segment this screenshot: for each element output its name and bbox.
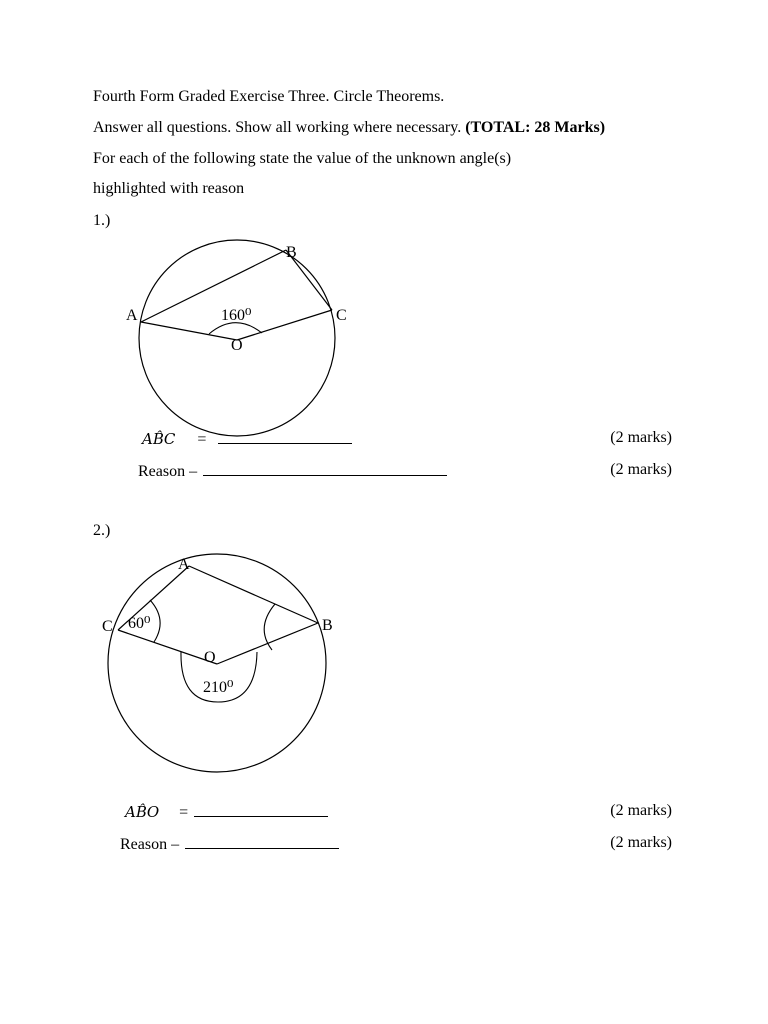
q1-chord-ab [141,250,286,322]
q1-label-o: O [231,337,243,354]
q1-answer-marks: (2 marks) [610,429,672,446]
page-title: Fourth Form Graded Exercise Three. Circle Theorems. [93,88,445,105]
q2-equals: = [179,804,189,821]
q1-label-b: B [286,244,297,261]
q1-equals: = [197,431,207,448]
q2-answer-label: AB̂O [125,803,160,821]
q1-answer-line [142,429,352,449]
prompt-line-1: For each of the following state the value of the unknown angle(s) [93,150,512,167]
q2-reason-line [120,834,339,854]
q1-radius-oa [141,322,237,340]
q2-chord-ab [189,566,318,623]
question-1-number: 1.) [93,212,111,229]
instructions-text: Answer all questions. Show all working where necessary. [93,119,462,136]
q1-answer-blank[interactable] [218,429,352,444]
q1-label-c: C [336,307,347,324]
q2-circle [108,554,326,772]
total-marks: (TOTAL: 28 Marks) [465,119,606,136]
q2-reason-marks: (2 marks) [610,834,672,851]
q2-answer-blank[interactable] [194,802,328,817]
q1-answer-label: AB̂C [142,430,176,448]
q1-reason-line [138,461,447,481]
q1-reason-marks: (2 marks) [610,461,672,478]
q2-label-a: A [178,556,190,573]
q1-reason-blank[interactable] [203,461,447,476]
q1-label-a: A [126,307,138,324]
q2-angle-arc-c [150,600,160,642]
q2-label-b: B [322,617,333,634]
prompt-line-2: highlighted with reason [93,180,245,197]
q2-answer-line [125,802,328,822]
q1-angle-arc [209,323,262,334]
question-2-number: 2.) [93,522,111,539]
q2-reason-blank[interactable] [185,834,339,849]
q1-angle-label: 160⁰ [221,307,252,324]
q1-reason-label: Reason – [138,463,198,480]
q2-label-c: C [102,618,113,635]
q2-label-o: O [204,649,216,666]
q2-angle-o-label: 210⁰ [203,679,234,696]
q2-reason-label: Reason – [120,836,180,853]
q2-radius-oc [118,630,217,664]
q2-answer-marks: (2 marks) [610,802,672,819]
q2-angle-c-label: 60⁰ [128,615,151,632]
